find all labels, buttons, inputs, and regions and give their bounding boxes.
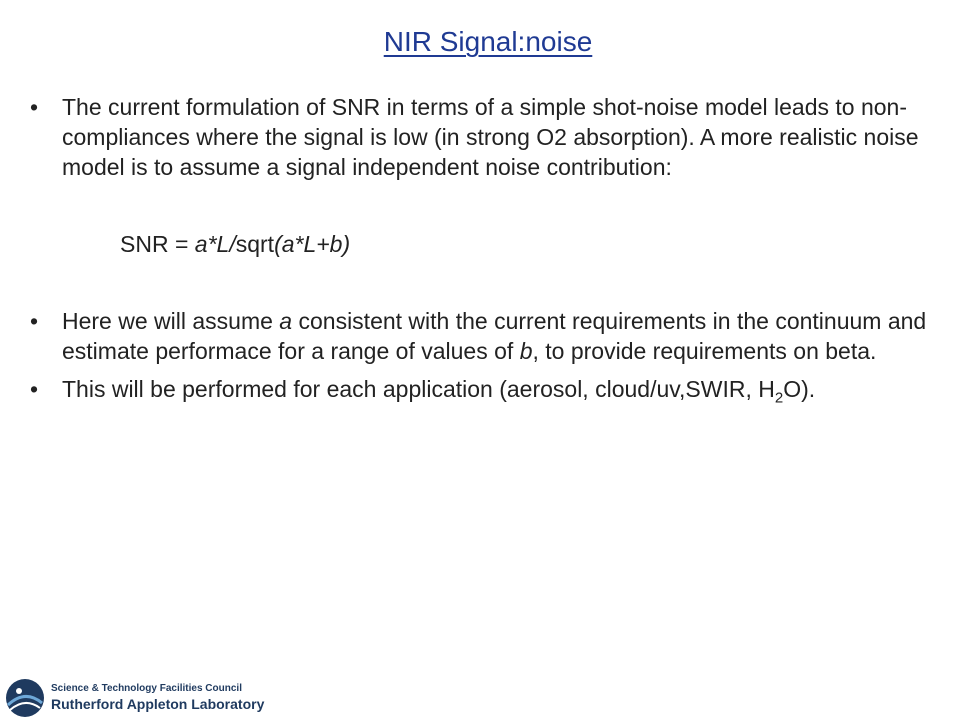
bullet-item-1: [30, 92, 935, 182]
bullet-dot: •: [30, 308, 39, 334]
bullet-dot: •: [30, 94, 39, 120]
formula-arg: (a*L+b): [274, 231, 351, 257]
bullet-dot: •: [30, 376, 39, 402]
formula-sqrt: sqrt: [235, 231, 275, 257]
slide-body: [30, 92, 935, 407]
bullet-text-2: Here we will assume a consistent with the current requirements in the continuum and estimate performace for a range of values of b, to provide requirements on beta.: [62, 308, 927, 364]
bullet-text-3: This will be performed for each application (aerosol, cloud/uv,SWIR, $H_2O$).: [62, 376, 816, 407]
logo-council-name: Science & Technology Facilities Council: [51, 683, 242, 694]
bullet-item-3: [30, 374, 935, 407]
bullet-text-1: The current formulation of SNR in terms of a simple shot-noise model leads to non-compliances where the signal is low (in strong O2 absorption). A more realistic noise model is to assume a signal independent noise contribution:: [62, 94, 919, 180]
stfc-emblem-icon: [4, 677, 46, 719]
bullet-item-2: [30, 306, 935, 366]
snr-formula: SNR = a*L/sqrt(a*L+b): [120, 231, 351, 257]
formula-var-a: a: [194, 231, 208, 257]
logo-text: [51, 677, 264, 713]
stfc-logo: [4, 677, 265, 719]
logo-lab-name: Rutherford Appleton Laboratory: [51, 696, 265, 712]
formula-l-term: *L/: [207, 231, 236, 257]
slide-title: NIR Signal:noise: [383, 26, 593, 57]
